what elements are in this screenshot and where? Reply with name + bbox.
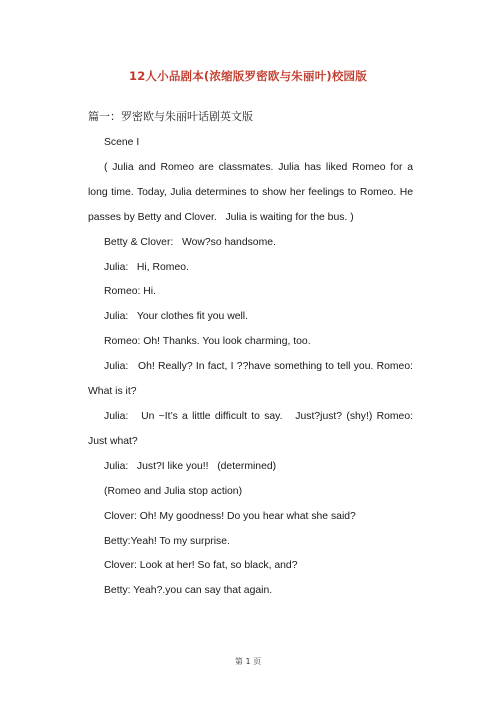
dialogue-line: Julia: Oh! Really? In fact, I ??have something to tell you. Romeo: What is it? <box>88 361 413 398</box>
dialogue-line: Betty & Clover: Wow?so handsome. <box>104 236 276 248</box>
dialogue-line: Clover: Oh! My goodness! Do you hear what she said? <box>104 510 356 522</box>
dialogue-line: Betty:Yeah! To my surprise. <box>104 535 230 547</box>
dialogue-line: Betty: Yeah?.you can say that again. <box>104 585 273 597</box>
dialogue-line: Romeo: Oh! Thanks. You look charming, too. <box>104 336 311 348</box>
scene-heading: Scene I <box>104 137 140 148</box>
script-body <box>88 131 413 604</box>
dialogue-line: Julia: Your clothes fit you well. <box>104 311 249 323</box>
dialogue-line: Julia: Un ~It’s a little difficult to say. Just?just? (shy!) Romeo: Just what? <box>88 410 413 447</box>
document-title: 12人小品剧本(浓缩版罗密欧与朱丽叶)校园版 <box>129 69 367 83</box>
dialogue-line: Julia: Hi, Romeo. <box>104 261 189 273</box>
section-subtitle: 篇一：罗密欧与朱丽叶话剧英文版 <box>88 110 253 123</box>
stage-direction: (Romeo and Julia stop action) <box>104 485 243 497</box>
dialogue-line: Julia: Just?I like you!! (determined) <box>104 460 277 472</box>
dialogue-line: Clover: Look at her! So fat, so black, and? <box>104 560 298 572</box>
page-number: 第 1 页 <box>234 657 262 666</box>
stage-direction: ( Julia and Romeo are classmates. Julia has liked Romeo for a long time. Today, Julia determines to show her feelings to Romeo. He passes by Betty and Clover. Julia is waiting for the bus. ) <box>88 161 413 223</box>
dialogue-line: Romeo: Hi. <box>104 286 156 298</box>
